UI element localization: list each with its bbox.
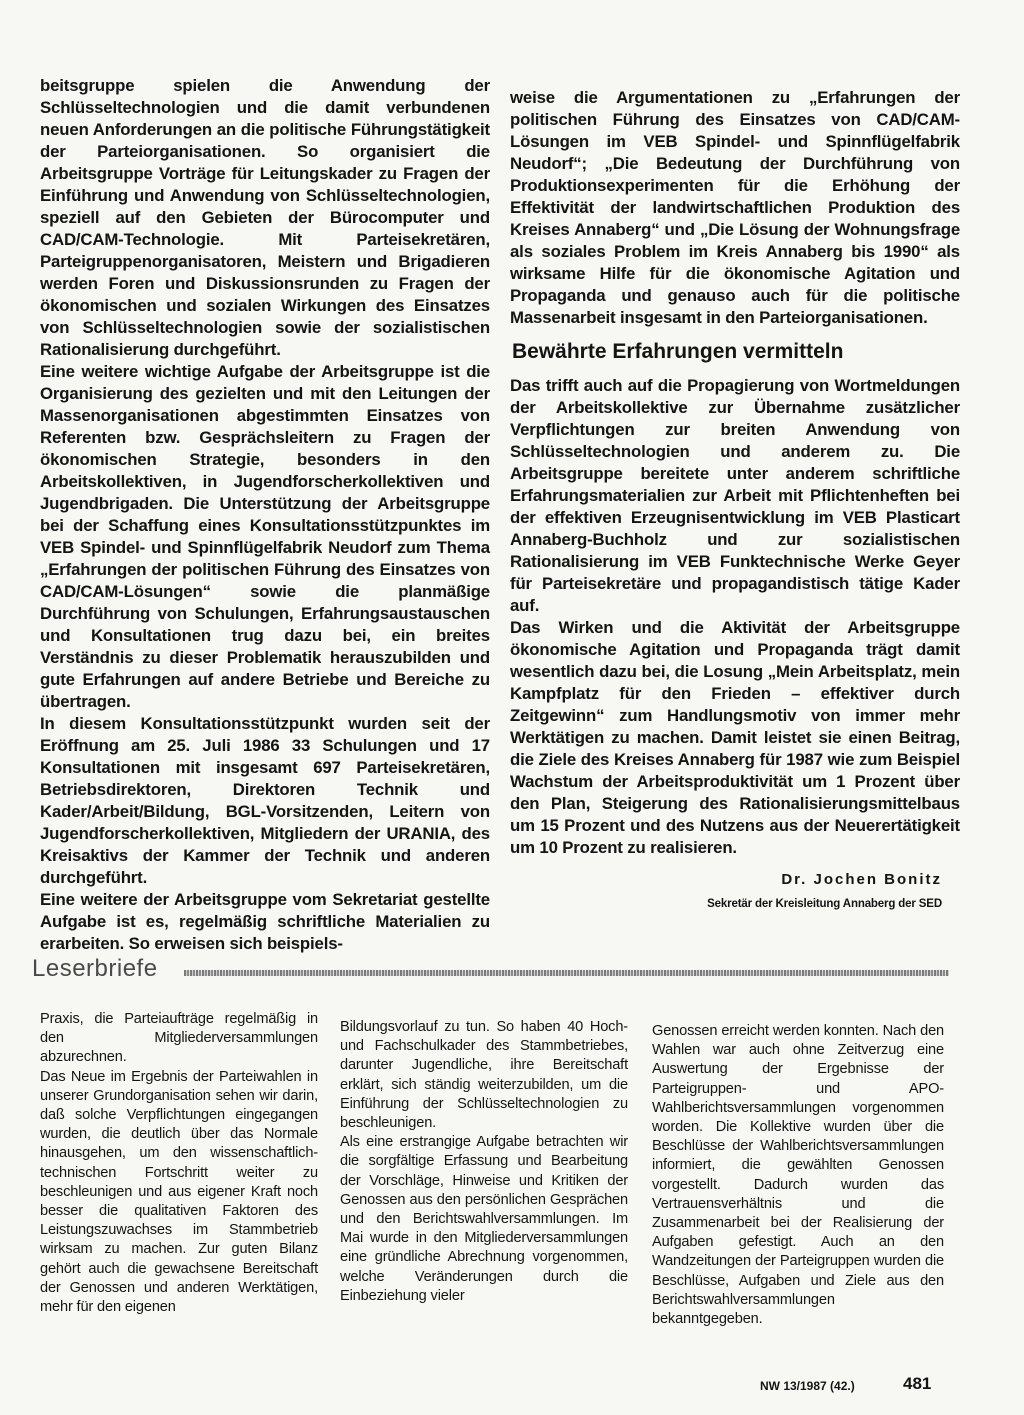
article-column-left [40, 75, 490, 955]
article-subheading: Bewährte Erfahrungen vermitteln [512, 340, 844, 363]
article-paragraph: Eine weitere der Arbeitsgruppe vom Sekretariat gestellte Aufgabe ist es, regelmäßig schriftliche Materialien zu erarbeiten. So erweisen sich beispiels- [40, 890, 490, 953]
article-paragraph: In diesem Konsultationsstützpunkt wurden seit der Eröffnung am 25. Juli 1986 33 Schulungen und 17 Konsultationen mit insgesamt 697 Parteisekretären, Betriebsdirektoren, Direktoren Technik und Kader/Arbeit/Bildung, BGL-Vorsitzenden, Leitern von Jugendforscherkollektiven, Mitgliedern der URANIA, des Kreisaktivs der Kammer der Technik und anderen durchgeführt. [40, 714, 490, 887]
letter-paragraph: Praxis, die Parteiaufträge regelmäßig in den Mitgliederversammlungen abzurechnen. [40, 1011, 318, 1066]
author-role: Sekretär der Kreisleitung Annaberg der SED [707, 898, 942, 910]
section-rule [184, 970, 949, 976]
letters-column-3 [652, 1022, 944, 1329]
article-column-right [510, 87, 960, 915]
article-paragraph: weise die Argumentationen zu „Erfahrungen der politischen Führung des Einsatzes von CAD/CAM-Lösungen im VEB Spindel- und Spinnflügelfabrik Neudorf“; „Die Bedeutung der Durchführung von Produktionsexperimenten für die Erhöhung der Effektivität der landwirtschaftlichen Produktion des Kreises Annaberg“ und „Die Lösung der Wohnungsfrage als soziales Problem im Kreis Annaberg bis 1990“ als wirksame Hilfe für die ökonomische Agitation und Propaganda und genauso auch für die politische Massenarbeit insgesamt in den Parteiorganisationen. [510, 88, 960, 327]
article-paragraph: Eine weitere wichtige Aufgabe der Arbeitsgruppe ist die Organisierung des gezielten und mit den Leitungen der Massenorganisationen abgestimmten Einsatzes von Referenten bzw. Gesprächsleitern zu Fragen der ökonomischen Strategie, besonders in den Arbeitskollektiven, in Jugendforscherkollektiven und Jugendbrigaden. Die Unterstützung der Arbeitsgruppe bei der Schaffung eines Konsultationsstützpunktes im VEB Spindel- und Spinnflügelfabrik Neudorf zum Thema „Erfahrungen der politischen Führung des Einsatzes von CAD/CAM-Lösungen“ sowie die planmäßige Durchführung von Schulungen, Erfahrungsaustauschen und Konsultationen trug dazu bei, ein breites Verständnis zu dieser Problematik herauszubilden und gute Erfahrungen auf andere Betriebe und Bereiche zu übertragen. [40, 362, 490, 711]
article-paragraph: Das trifft auch auf die Propagierung von Wortmeldungen der Arbeitskollektive zur Übernahme zusätzlicher Verpflichtungen zur breiten Anwendung von Schlüsseltechnologien und anderem zu. Die Arbeitsgruppe bereitete unter anderem schriftliche Erfahrungsmaterialien zur Arbeit mit Pflichtenheften bei der effektiven Erzeugnisentwicklung im VEB Plasticart Annaberg-Buchholz und zur sozialistischen Rationalisierung im VEB Funktechnische Werke Geyer für Parteisekretäre und propagandistisch tätige Kader auf. [510, 376, 960, 615]
letters-column-2 [340, 1018, 628, 1306]
letters-column-1 [40, 1010, 318, 1317]
article-paragraph: beitsgruppe spielen die Anwendung der Schlüsseltechnologien und die damit verbundenen neuen Anforderungen an die politische Führungstätigkeit der Parteiorganisationen. So organisiert die Arbeitsgruppe Vorträge für Leitungskader zu Fragen der Einführung und Anwendung von Schlüsseltechnologien, speziell auf den Gebieten der Bürocomputer und CAD/CAM-Technologie. Mit Parteisekretären, Parteigruppenorganisatoren, Meistern und Brigadieren werden Foren und Diskussionsrunden zu Fragen der ökonomischen und sozialen Wirkungen des Einsatzes von Schlüsseltechnologien sowie der sozialistischen Rationalisierung durchgeführt. [40, 76, 490, 359]
author-name: Dr. Jochen Bonitz [781, 871, 942, 888]
section-header [32, 955, 952, 987]
section-title: Leserbriefe [32, 955, 158, 982]
letter-paragraph: Genossen erreicht werden konnten. Nach den Wahlen war auch ohne Zeitverzug eine Auswertung der Ergebnisse der Parteigruppen- und APO-Wahlberichtsversammlungen vorgenommen worden. Die Kollektive wurden über die Beschlüsse der Wahlberichtsversammlungen informiert, die gewählten Genossen vorgestellt. Dadurch wurden das Vertrauensverhältnis und die Zusammenarbeit bei der Realisierung der Aufgaben gefestigt. Auch an den Wandzeitungen der Parteigruppen wurden die Beschlüsse, Aufgaben und Ziele aus den Berichtswahlversammlungen bekanntgegeben. [652, 1023, 944, 1328]
letter-paragraph: Als eine erstrangige Aufgabe betrachten wir die sorgfältige Erfassung und Bearbeitung der Vorschläge, Hinweise und Kritiken der Genossen aus den persönlichen Gesprächen und den Berichtswahlversammlungen. Im Mai wurde in den Mitgliederversammlungen eine gründliche Abrechnung vorgenommen, welche Veränderungen durch die Einbeziehung vieler [340, 1134, 628, 1304]
letter-paragraph: Bildungsvorlauf zu tun. So haben 40 Hoch- und Fachschulkader des Stammbetriebes, darunter Jugendliche, ihre Bereitschaft erklärt, sich ständig weiterzubilden, um die Einführung der Schlüsseltechnologien zu beschleunigen. [340, 1019, 628, 1132]
page-number: 481 [903, 1374, 932, 1393]
letter-paragraph: Das Neue im Ergebnis der Parteiwahlen in unserer Grundorganisation sehen wir darin, daß solche Verpflichtungen eingegangen wurden, die deutlich über das Normale hinausgehen, um den wissenschaftlich-technischen Fortschritt weiter zu beschleunigen und aus eigener Kraft noch besser die qualitativen Faktoren des Leistungszuwachses im Stammbetrieb wirksam zu machen. Zur guten Bilanz gehört auch die gewachsene Bereitschaft der Genossen und anderen Werktätigen, mehr für den eigenen [40, 1068, 318, 1316]
article-paragraph: Das Wirken und die Aktivität der Arbeitsgruppe ökonomische Agitation und Propaganda trägt damit wesentlich dazu bei, die Losung „Mein Arbeitsplatz, mein Kampfplatz für den Frieden – effektiver durch Zeitgewinn“ zum Handlungsmotiv von immer mehr Werktätigen zu machen. Damit leistet sie einen Beitrag, die Ziele des Kreises Annaberg für 1987 wie zum Beispiel Wachstum der Arbeitsproduktivität um 1 Prozent über den Plan, Steigerung des Rationalisierungsmittelbaus um 15 Prozent und des Nutzens aus der Neuerertätigkeit um 10 Prozent zu realisieren. [510, 618, 960, 857]
issue-label: NW 13/1987 (42.) [760, 1379, 855, 1393]
